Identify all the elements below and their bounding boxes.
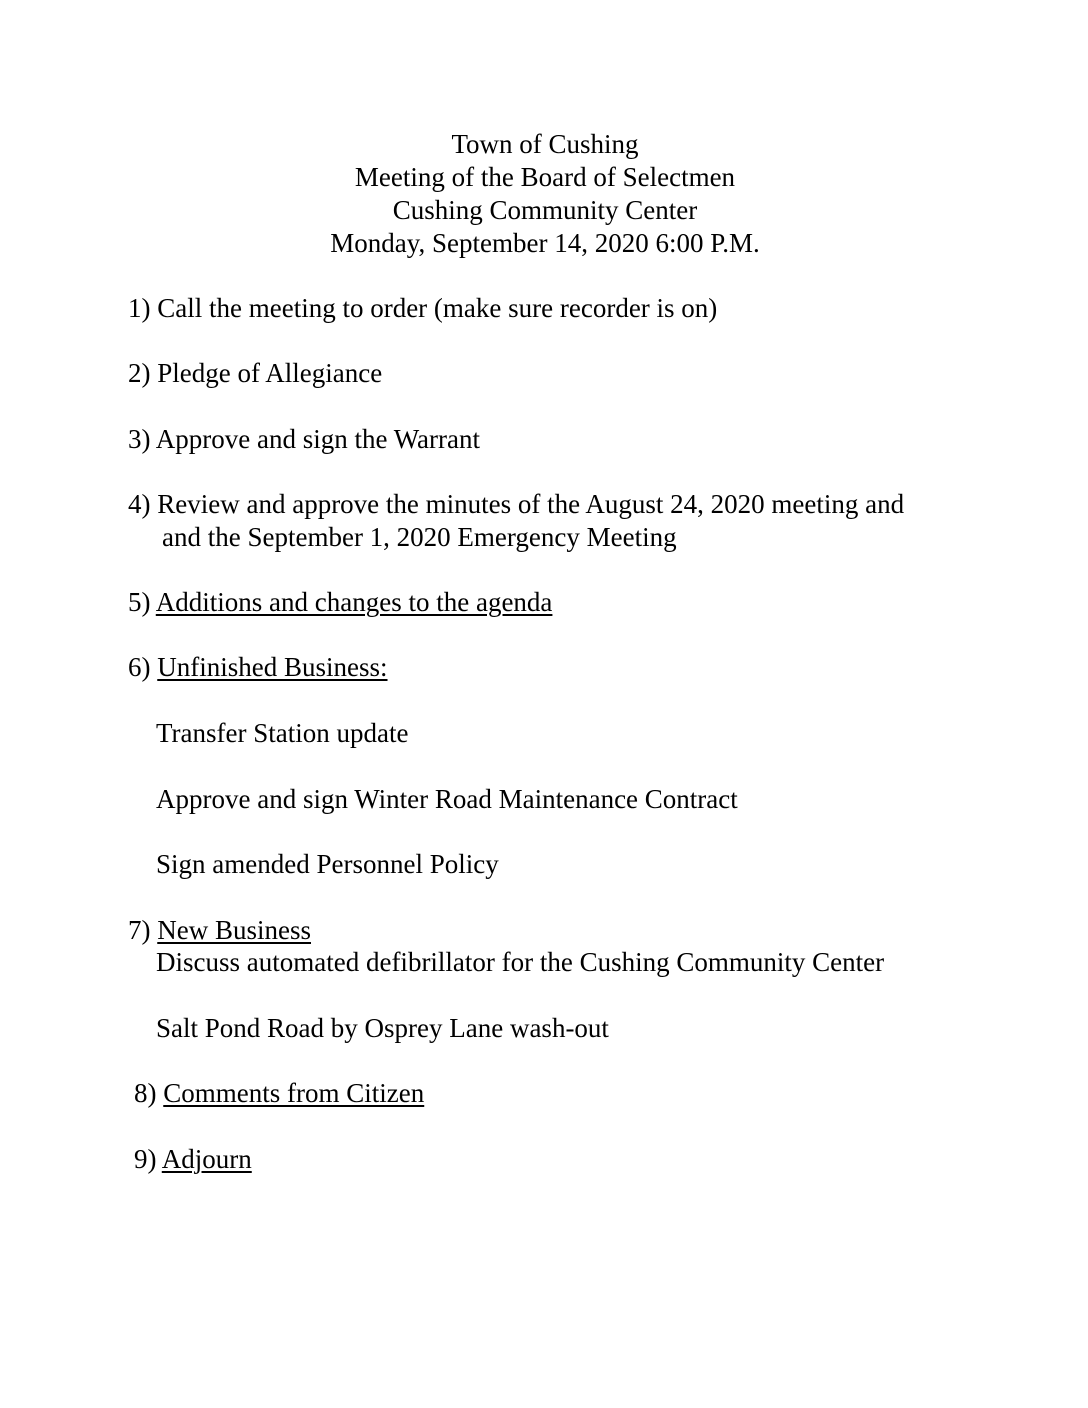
- agenda-item-3: [128, 423, 480, 456]
- agenda-item-4-continuation: and the September 1, 2020 Emergency Meeting: [162, 522, 677, 552]
- item-number: 4): [128, 489, 151, 519]
- item-number: 6): [128, 652, 151, 682]
- item-number: 5): [128, 587, 151, 617]
- subitem-personnel-policy: Sign amended Personnel Policy: [156, 849, 499, 879]
- item-text: Call the meeting to order (make sure recorder is on): [157, 293, 718, 323]
- item-number: 7): [128, 915, 151, 945]
- item-number: 1): [128, 293, 151, 323]
- item-heading: Unfinished Business:: [157, 652, 388, 682]
- header-town: Town of Cushing: [451, 129, 639, 159]
- agenda-item-5: [128, 586, 552, 619]
- header-location: Cushing Community Center: [392, 195, 698, 225]
- item-text: Review and approve the minutes of the August 24, 2020 meeting and: [157, 489, 905, 519]
- agenda-item-4: [128, 488, 904, 521]
- item-text: Approve and sign the Warrant: [155, 424, 481, 454]
- item-heading: Additions and changes to the agenda: [155, 587, 553, 617]
- agenda-item-8: [134, 1077, 424, 1110]
- header-date-time: Monday, September 14, 2020 6:00 P.M.: [330, 228, 760, 258]
- item-text: Pledge of Allegiance: [157, 358, 383, 388]
- item-number: 3): [128, 424, 151, 454]
- agenda-item-1: [128, 292, 717, 325]
- subitem-defibrillator: Discuss automated defibrillator for the Cushing Community Center: [156, 947, 885, 977]
- agenda-item-6: [128, 651, 388, 684]
- agenda-item-9: [134, 1143, 252, 1176]
- subitem-salt-pond-road: Salt Pond Road by Osprey Lane wash-out: [156, 1013, 609, 1043]
- agenda-item-2: [128, 357, 382, 390]
- item-heading: New Business: [157, 915, 311, 945]
- subitem-transfer-station: Transfer Station update: [156, 718, 409, 748]
- subitem-winter-road-contract: Approve and sign Winter Road Maintenance Contract: [156, 784, 738, 814]
- item-heading: Comments from Citizen: [163, 1078, 425, 1108]
- item-heading: Adjourn: [161, 1144, 252, 1174]
- item-number: 9): [134, 1144, 157, 1174]
- agenda-item-7: [128, 914, 311, 947]
- header-meeting-title: Meeting of the Board of Selectmen: [354, 162, 736, 192]
- item-number: 2): [128, 358, 151, 388]
- item-number: 8): [134, 1078, 157, 1108]
- document-header: [0, 128, 1088, 260]
